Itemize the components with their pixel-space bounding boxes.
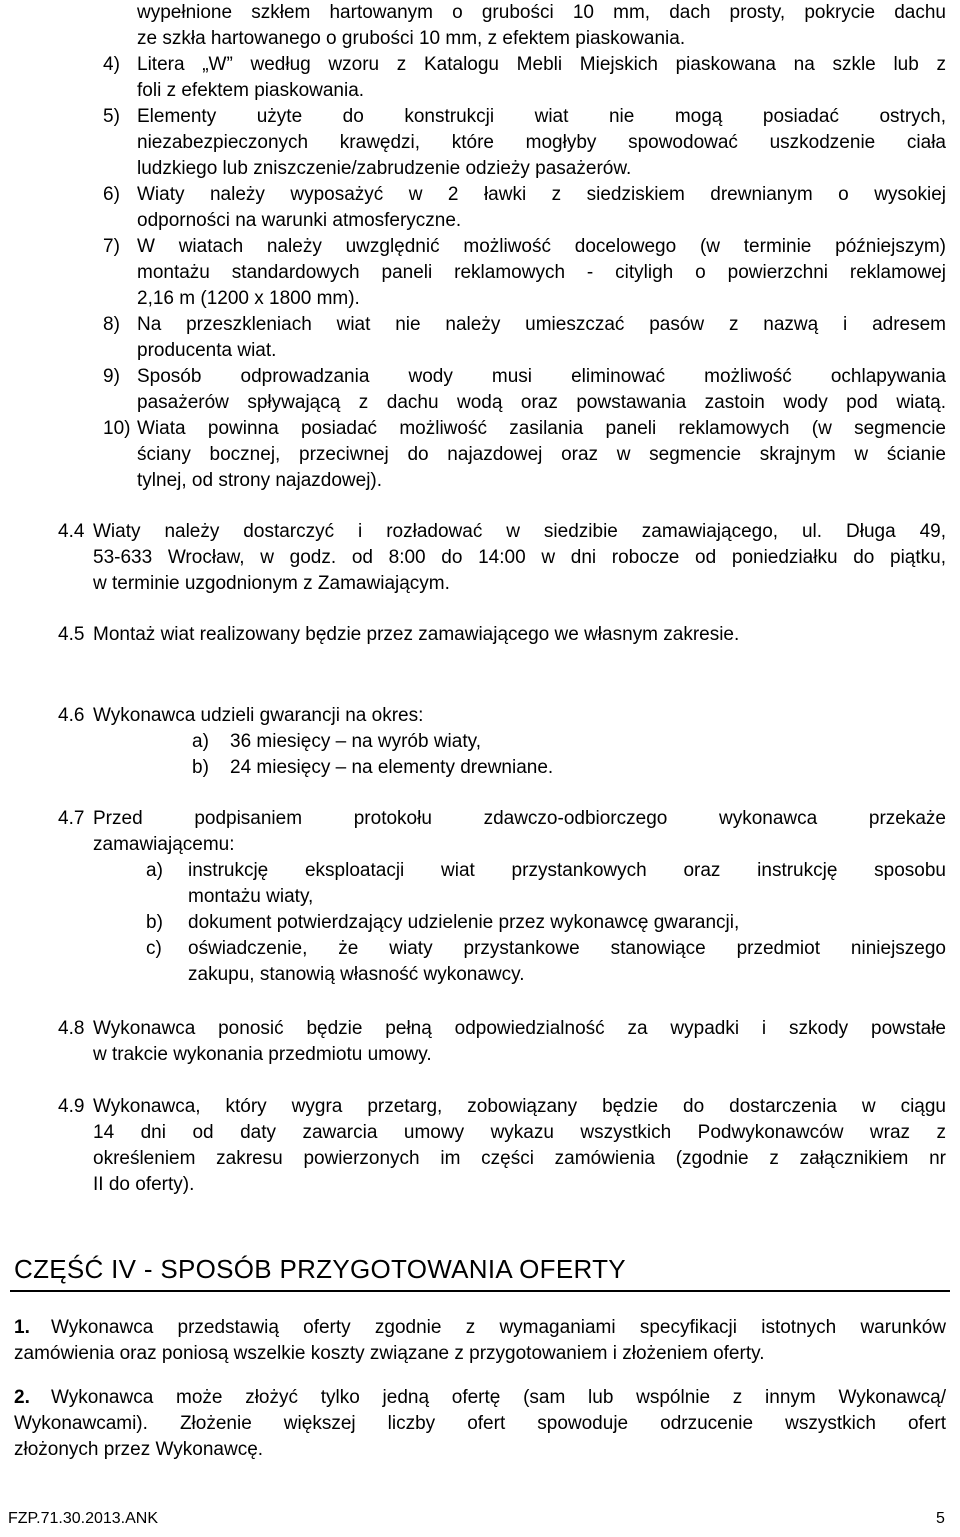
part-heading — [10, 1246, 950, 1292]
section-4-7-subitem: oświadczenie, że wiaty przystankowe stanowiące przedmiot niniejszego — [188, 938, 946, 959]
section-4-8-text: w trakcie wykonania przedmiotu umowy. — [93, 1044, 432, 1065]
section-4-8-text: Wykonawca ponosić będzie pełną odpowiedzialność za wypadki i szkody powstałe — [93, 1018, 946, 1039]
section-number: 4.9 — [58, 1096, 85, 1117]
section-4-9-text: 14 dni od daty zawarcia umowy wykazu wszystkich Podwykonawców wraz z — [93, 1122, 946, 1143]
section-number: 4.4 — [58, 521, 85, 542]
part-4-point-1: Wykonawca przedstawią oferty zgodnie z wymaganiami specyfikacji istotnych warunków — [51, 1317, 946, 1338]
subitem-letter: b) — [146, 912, 163, 933]
section-4-4-text: 53-633 Wrocław, w godz. od 8:00 do 14:00 w dni robocze od poniedziałku do piątku, — [93, 547, 946, 568]
item-10-text: ściany bocznej, przeciwnej do najazdowej oraz w segmencie skrajnym w ścianie — [137, 444, 946, 465]
section-4-7-subitem: montażu wiaty, — [188, 886, 314, 907]
section-number: 4.8 — [58, 1018, 85, 1039]
section-4-4-text: w terminie uzgodnionym z Zamawiającym. — [93, 573, 450, 594]
item-number: 6) — [103, 184, 120, 205]
item-number: 10) — [103, 418, 131, 439]
section-4-9-text: II do oferty). — [93, 1174, 195, 1195]
item-number: 4) — [103, 54, 120, 75]
section-number: 4.5 — [58, 624, 85, 645]
item-number: 8) — [103, 314, 120, 335]
section-4-7-text: Przed podpisaniem protokołu zdawczo-odbiorczego wykonawca przekaże — [93, 808, 946, 829]
item-9-text: Sposób odprowadzania wody musi eliminować możliwość ochlapywania — [137, 366, 946, 387]
section-4-9-text: Wykonawca, który wygra przetarg, zobowiązany będzie do dostarczenia w ciągu — [93, 1096, 946, 1117]
part-4-point-2: Wykonawca może złożyć tylko jedną ofertę (sam lub wspólnie z innym Wykonawcą/ — [51, 1387, 946, 1408]
section-4-7-subitem: dokument potwierdzający udzielenie przez wykonawcę gwarancji, — [188, 912, 740, 933]
part-4-point-1: zamówienia oraz poniosą wszelkie koszty związane z przygotowaniem i złożeniem oferty. — [14, 1343, 765, 1364]
section-4-5-text: Montaż wiat realizowany będzie przez zamawiającego we własnym zakresie. — [93, 624, 740, 645]
item-9-text: pasażerów spływającą z dachu wodą oraz powstawania zastoin wody pod wiatą. — [137, 392, 946, 413]
section-4-4-text: Wiaty należy dostarczyć i rozładować w siedzibie zamawiającego, ul. Długa 49, — [93, 521, 946, 542]
point-number: 1. — [14, 1317, 30, 1338]
subitem-letter: b) — [192, 757, 209, 778]
item-4-text: foli z efektem piaskowania. — [137, 80, 365, 101]
item-5-text: niezabezpieczonych krawędzi, które mogłyby spowodować uszkodzenie ciała — [137, 132, 946, 153]
item-7-text: 2,16 m (1200 x 1800 mm). — [137, 288, 360, 309]
item-10-text: tylnej, od strony najazdowej). — [137, 470, 383, 491]
item-7-text: montażu standardowych paneli reklamowych - cityligh o powierzchni reklamowej — [137, 262, 946, 283]
section-4-7-subitem: zakupu, stanowią własność wykonawcy. — [188, 964, 525, 985]
item-6-text: Wiaty należy wyposażyć w 2 ławki z siedziskiem drewnianym o wysokiej — [137, 184, 946, 205]
subitem-letter: c) — [146, 938, 162, 959]
section-4-6-subitem: 36 miesięcy – na wyrób wiaty, — [230, 731, 481, 752]
footer-page-number: 5 — [936, 1510, 945, 1527]
section-4-7-subitem: instrukcję eksploatacji wiat przystankowych oraz instrukcję sposobu — [188, 860, 946, 881]
item-number: 7) — [103, 236, 120, 257]
section-number: 4.6 — [58, 705, 85, 726]
item-continuation-line: wypełnione szkłem hartowanym o grubości 10 mm, dach prosty, pokrycie dachu — [137, 2, 946, 23]
part-4-point-2: złożonych przez Wykonawcę. — [14, 1439, 264, 1460]
item-continuation-line: ze szkła hartowanego o grubości 10 mm, z efektem piaskowania. — [137, 28, 686, 49]
section-number: 4.7 — [58, 808, 85, 829]
item-6-text: odporności na warunki atmosferyczne. — [137, 210, 462, 231]
item-number: 5) — [103, 106, 120, 127]
item-4-text: Litera „W” według wzoru z Katalogu Mebli Miejskich piaskowana na szkle lub z — [137, 54, 946, 75]
part-heading-title: CZĘŚĆ IV - SPOSÓB PRZYGOTOWANIA OFERTY — [14, 1254, 626, 1284]
item-8-text: Na przeszkleniach wiat nie należy umieszczać pasów z nazwą i adresem — [137, 314, 946, 335]
item-number: 9) — [103, 366, 120, 387]
section-4-6-subitem: 24 miesięcy – na elementy drewniane. — [230, 757, 554, 778]
section-4-9-text: określeniem zakresu powierzonych im części zamówienia (zgodnie z załącznikiem nr — [93, 1148, 946, 1169]
section-4-7-text: zamawiającemu: — [93, 834, 235, 855]
subitem-letter: a) — [192, 731, 209, 752]
part-4-point-2: Wykonawcami). Złożenie większej liczby ofert spowoduje odrzucenie wszystkich ofert — [14, 1413, 946, 1434]
item-5-text: ludzkiego lub zniszczenie/zabrudzenie odzieży pasażerów. — [137, 158, 632, 179]
subitem-letter: a) — [146, 860, 163, 881]
footer-doc-id: FZP.71.30.2013.ANK — [8, 1510, 159, 1527]
section-4-6-text: Wykonawca udzieli gwarancji na okres: — [93, 705, 424, 726]
item-8-text: producenta wiat. — [137, 340, 277, 361]
item-10-text: Wiata powinna posiadać możliwość zasilania paneli reklamowych (w segmencie — [137, 418, 946, 439]
item-5-text: Elementy użyte do konstrukcji wiat nie mogą posiadać ostrych, — [137, 106, 946, 127]
point-number: 2. — [14, 1387, 30, 1408]
item-7-text: W wiatach należy uwzględnić możliwość docelowego (w terminie późniejszym) — [137, 236, 946, 257]
